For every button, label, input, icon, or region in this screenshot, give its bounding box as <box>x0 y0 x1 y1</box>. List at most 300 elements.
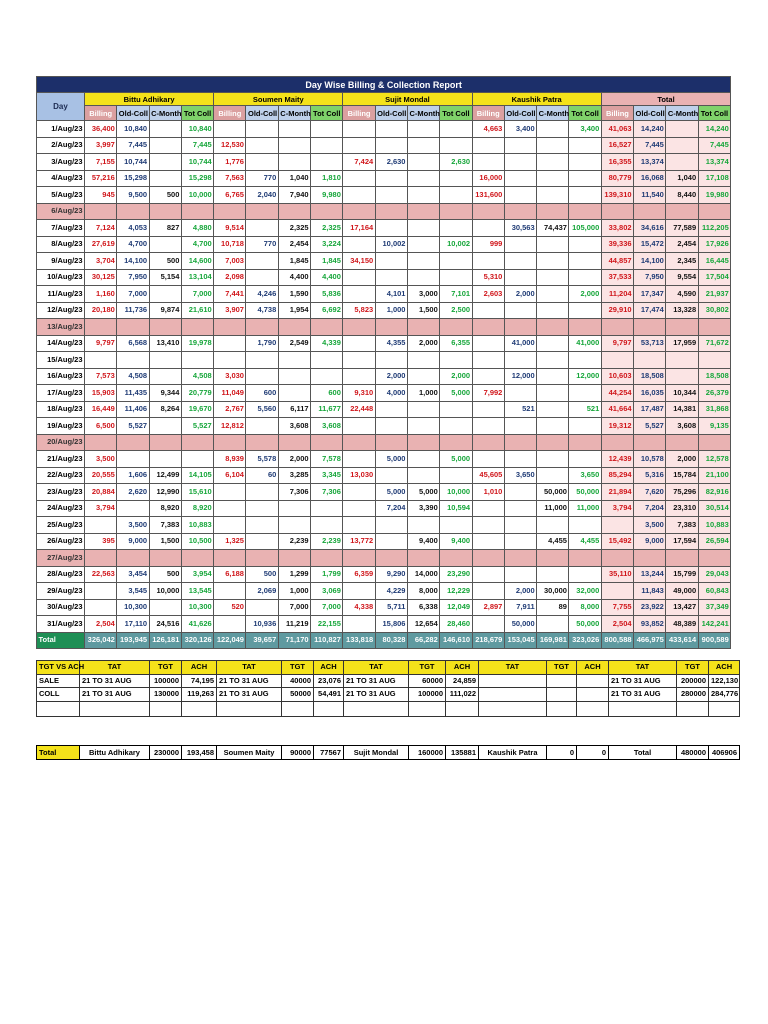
value-cell <box>214 335 246 352</box>
value-cell: 14,600 <box>181 253 213 270</box>
value-cell: 12,229 <box>440 583 472 600</box>
total-cell: 66,282 <box>407 632 439 649</box>
value-cell <box>278 368 310 385</box>
target-header-cell: TGT <box>409 661 446 675</box>
value-cell <box>149 236 181 253</box>
value-cell: 10,578 <box>634 451 666 468</box>
value-cell: 41,664 <box>601 401 633 418</box>
value-cell <box>246 599 278 616</box>
value-cell: 53,713 <box>634 335 666 352</box>
value-cell <box>601 583 633 600</box>
value-cell: 1,810 <box>311 170 343 187</box>
value-cell <box>117 352 149 369</box>
value-cell: 4,508 <box>181 368 213 385</box>
day-cell: 31/Aug/23 <box>37 616 85 633</box>
value-cell: 999 <box>472 236 504 253</box>
value-cell: 16,527 <box>601 137 633 154</box>
value-cell: 26,379 <box>698 385 731 402</box>
value-cell: 7,992 <box>472 385 504 402</box>
value-cell: 50,000 <box>569 616 601 633</box>
table-row <box>37 368 731 385</box>
target-header-cell: TAT <box>609 661 677 675</box>
value-cell: 827 <box>149 220 181 237</box>
value-cell <box>537 236 569 253</box>
value-cell: 5,527 <box>634 418 666 435</box>
column-header: C-Month <box>278 106 310 121</box>
value-cell <box>440 220 472 237</box>
target-blank-cell <box>150 701 182 716</box>
summary-total-table <box>36 745 740 760</box>
value-cell: 10,744 <box>117 154 149 171</box>
value-cell: 2,897 <box>472 599 504 616</box>
day-cell: 8/Aug/23 <box>37 236 85 253</box>
value-cell: 50,000 <box>569 484 601 501</box>
value-cell: 10,744 <box>181 154 213 171</box>
target-header-cell: TGT VS ACH <box>37 661 80 675</box>
value-cell <box>666 368 698 385</box>
value-cell: 7,950 <box>117 269 149 286</box>
value-cell: 17,926 <box>698 236 731 253</box>
value-cell: 6,338 <box>407 599 439 616</box>
value-cell <box>537 154 569 171</box>
value-cell: 9,290 <box>375 566 407 583</box>
value-cell <box>634 352 666 369</box>
value-cell: 29,910 <box>601 302 633 319</box>
value-cell <box>214 352 246 369</box>
value-cell: 77,589 <box>666 220 698 237</box>
value-cell <box>666 352 698 369</box>
total-cell: 169,981 <box>537 632 569 649</box>
value-cell: 14,240 <box>634 121 666 138</box>
value-cell: 7,424 <box>343 154 375 171</box>
value-cell <box>440 121 472 138</box>
target-cell: 21 TO 31 AUG <box>609 688 677 702</box>
total-cell: 466,975 <box>634 632 666 649</box>
value-cell: 34,150 <box>343 253 375 270</box>
value-cell: 2,630 <box>375 154 407 171</box>
target-header-cell: TAT <box>479 661 547 675</box>
value-cell <box>472 583 504 600</box>
value-cell <box>85 583 117 600</box>
value-cell: 35,110 <box>601 566 633 583</box>
value-cell: 4,101 <box>375 286 407 303</box>
value-cell <box>246 319 278 336</box>
value-cell <box>569 451 601 468</box>
value-cell: 139,310 <box>601 187 633 204</box>
value-cell <box>407 154 439 171</box>
value-cell <box>537 550 569 567</box>
value-cell: 521 <box>569 401 601 418</box>
value-cell <box>504 385 536 402</box>
summary-cell: 193,458 <box>182 746 217 760</box>
value-cell <box>601 352 633 369</box>
group-header: Sujit Mondal <box>343 93 472 106</box>
group-header: Total <box>601 93 731 106</box>
value-cell: 10,840 <box>117 121 149 138</box>
value-cell <box>117 451 149 468</box>
value-cell: 12,000 <box>569 368 601 385</box>
group-header: Soumen Maity <box>214 93 343 106</box>
value-cell: 12,812 <box>214 418 246 435</box>
value-cell: 11,000 <box>537 500 569 517</box>
value-cell: 3,907 <box>214 302 246 319</box>
value-cell: 3,069 <box>311 583 343 600</box>
value-cell <box>214 121 246 138</box>
target-cell <box>577 688 609 702</box>
table-row <box>37 121 731 138</box>
summary-cell: 135881 <box>446 746 479 760</box>
value-cell: 2,454 <box>666 236 698 253</box>
day-cell: 5/Aug/23 <box>37 187 85 204</box>
value-cell <box>311 154 343 171</box>
value-cell: 57,216 <box>85 170 117 187</box>
value-cell <box>375 550 407 567</box>
value-cell: 4,700 <box>181 236 213 253</box>
value-cell: 36,400 <box>85 121 117 138</box>
value-cell: 7,000 <box>311 599 343 616</box>
value-cell: 2,000 <box>278 451 310 468</box>
value-cell: 2,000 <box>504 583 536 600</box>
target-cell <box>479 688 547 702</box>
value-cell: 9,310 <box>343 385 375 402</box>
summary-cell: Kaushik Patra <box>479 746 547 760</box>
value-cell: 20,779 <box>181 385 213 402</box>
target-blank-cell <box>314 701 344 716</box>
target-blank-cell <box>37 701 80 716</box>
value-cell: 48,389 <box>666 616 698 633</box>
value-cell <box>149 203 181 220</box>
value-cell: 45,605 <box>472 467 504 484</box>
summary-cell: 90000 <box>282 746 314 760</box>
value-cell <box>278 517 310 534</box>
value-cell: 60 <box>246 467 278 484</box>
value-cell: 16,000 <box>472 170 504 187</box>
value-cell <box>343 352 375 369</box>
value-cell <box>504 517 536 534</box>
value-cell: 4,355 <box>375 335 407 352</box>
value-cell: 1,500 <box>149 533 181 550</box>
value-cell: 2,000 <box>375 368 407 385</box>
value-cell <box>569 187 601 204</box>
value-cell: 500 <box>149 253 181 270</box>
value-cell: 7,445 <box>634 137 666 154</box>
value-cell: 3,650 <box>504 467 536 484</box>
value-cell <box>311 434 343 451</box>
target-header-cell: ACH <box>709 661 740 675</box>
value-cell <box>537 319 569 336</box>
value-cell: 600 <box>246 385 278 402</box>
value-cell: 13,328 <box>666 302 698 319</box>
value-cell <box>634 203 666 220</box>
value-cell <box>149 599 181 616</box>
value-cell: 12,990 <box>149 484 181 501</box>
value-cell: 520 <box>214 599 246 616</box>
value-cell <box>504 319 536 336</box>
value-cell <box>537 170 569 187</box>
value-cell: 9,344 <box>149 385 181 402</box>
value-cell <box>149 137 181 154</box>
value-cell <box>504 418 536 435</box>
value-cell: 9,980 <box>311 187 343 204</box>
value-cell <box>181 550 213 567</box>
value-cell <box>407 401 439 418</box>
target-blank-cell <box>182 701 217 716</box>
value-cell: 6,188 <box>214 566 246 583</box>
value-cell <box>246 418 278 435</box>
value-cell <box>698 203 731 220</box>
value-cell <box>181 319 213 336</box>
value-cell: 1,799 <box>311 566 343 583</box>
value-cell <box>407 253 439 270</box>
value-cell <box>601 550 633 567</box>
value-cell <box>375 434 407 451</box>
total-cell: 122,049 <box>214 632 246 649</box>
target-cell: 74,195 <box>182 674 217 688</box>
value-cell: 131,600 <box>472 187 504 204</box>
summary-row <box>37 746 740 760</box>
value-cell <box>537 451 569 468</box>
value-cell: 1,000 <box>407 385 439 402</box>
value-cell <box>407 368 439 385</box>
value-cell <box>375 533 407 550</box>
value-cell: 6,117 <box>278 401 310 418</box>
target-cell: 21 TO 31 AUG <box>217 688 282 702</box>
value-cell <box>537 434 569 451</box>
table-row <box>37 335 731 352</box>
target-cell: 23,076 <box>314 674 344 688</box>
value-cell <box>343 583 375 600</box>
value-cell: 8,440 <box>666 187 698 204</box>
value-cell: 3,794 <box>85 500 117 517</box>
value-cell: 13,104 <box>181 269 213 286</box>
value-cell: 10,718 <box>214 236 246 253</box>
value-cell <box>149 154 181 171</box>
value-cell: 12,578 <box>698 451 731 468</box>
value-cell <box>85 599 117 616</box>
value-cell <box>537 616 569 633</box>
target-cell: 24,859 <box>446 674 479 688</box>
value-cell: 41,000 <box>569 335 601 352</box>
target-header-cell: TGT <box>547 661 577 675</box>
value-cell <box>601 203 633 220</box>
value-cell <box>246 500 278 517</box>
table-row <box>37 401 731 418</box>
value-cell: 17,108 <box>698 170 731 187</box>
summary-cell: 406906 <box>709 746 740 760</box>
target-cell: 40000 <box>282 674 314 688</box>
target-blank-cell <box>709 701 740 716</box>
value-cell: 5,823 <box>343 302 375 319</box>
value-cell <box>149 170 181 187</box>
value-cell: 3,454 <box>117 566 149 583</box>
total-cell: 900,589 <box>698 632 731 649</box>
value-cell <box>472 352 504 369</box>
value-cell <box>117 434 149 451</box>
value-cell <box>472 451 504 468</box>
value-cell: 3,997 <box>85 137 117 154</box>
value-cell: 11,219 <box>278 616 310 633</box>
value-cell: 1,000 <box>375 302 407 319</box>
total-cell: 80,328 <box>375 632 407 649</box>
value-cell: 30,125 <box>85 269 117 286</box>
value-cell <box>537 401 569 418</box>
table-row <box>37 418 731 435</box>
value-cell <box>666 203 698 220</box>
value-cell: 12,049 <box>440 599 472 616</box>
value-cell: 8,000 <box>569 599 601 616</box>
value-cell: 2,630 <box>440 154 472 171</box>
value-cell <box>375 401 407 418</box>
value-cell <box>214 583 246 600</box>
table-row <box>37 517 731 534</box>
value-cell: 8,920 <box>181 500 213 517</box>
value-cell: 1,040 <box>278 170 310 187</box>
value-cell: 50,000 <box>537 484 569 501</box>
total-cell: 323,026 <box>569 632 601 649</box>
target-blank-cell <box>446 701 479 716</box>
value-cell: 16,068 <box>634 170 666 187</box>
value-cell <box>375 352 407 369</box>
value-cell <box>311 517 343 534</box>
value-cell: 10,300 <box>181 599 213 616</box>
value-cell <box>311 352 343 369</box>
billing-collection-table <box>36 76 731 649</box>
value-cell: 15,298 <box>117 170 149 187</box>
target-cell: SALE <box>37 674 80 688</box>
value-cell: 13,244 <box>634 566 666 583</box>
value-cell: 3,608 <box>311 418 343 435</box>
value-cell <box>601 517 633 534</box>
value-cell: 41,000 <box>504 335 536 352</box>
value-cell <box>278 203 310 220</box>
value-cell: 17,164 <box>343 220 375 237</box>
value-cell: 7,578 <box>311 451 343 468</box>
value-cell <box>375 220 407 237</box>
value-cell <box>214 203 246 220</box>
column-header: Billing <box>472 106 504 121</box>
day-cell: 10/Aug/23 <box>37 269 85 286</box>
value-cell <box>472 500 504 517</box>
value-cell: 23,310 <box>666 500 698 517</box>
value-cell: 4,455 <box>537 533 569 550</box>
value-cell: 3,500 <box>85 451 117 468</box>
value-cell: 17,487 <box>634 401 666 418</box>
value-cell <box>246 154 278 171</box>
value-cell: 32,000 <box>569 583 601 600</box>
value-cell <box>214 434 246 451</box>
value-cell: 2,620 <box>117 484 149 501</box>
target-header-cell: TGT <box>677 661 709 675</box>
value-cell: 3,545 <box>117 583 149 600</box>
value-cell <box>472 401 504 418</box>
value-cell <box>569 269 601 286</box>
value-cell: 22,155 <box>311 616 343 633</box>
value-cell: 1,299 <box>278 566 310 583</box>
column-header: C-Month <box>537 106 569 121</box>
day-cell: 9/Aug/23 <box>37 253 85 270</box>
value-cell <box>246 137 278 154</box>
target-cell: 54,491 <box>314 688 344 702</box>
value-cell <box>343 517 375 534</box>
value-cell <box>343 170 375 187</box>
value-cell: 7,003 <box>214 253 246 270</box>
value-cell: 500 <box>246 566 278 583</box>
column-header: Billing <box>343 106 375 121</box>
value-cell: 10,603 <box>601 368 633 385</box>
value-cell <box>214 517 246 534</box>
value-cell <box>407 352 439 369</box>
value-cell <box>601 434 633 451</box>
value-cell: 3,030 <box>214 368 246 385</box>
value-cell: 10,840 <box>181 121 213 138</box>
value-cell <box>375 319 407 336</box>
value-cell: 17,474 <box>634 302 666 319</box>
day-cell: 17/Aug/23 <box>37 385 85 402</box>
value-cell: 2,603 <box>472 286 504 303</box>
summary-label: Total <box>37 746 80 760</box>
value-cell: 4,508 <box>117 368 149 385</box>
value-cell: 9,000 <box>117 533 149 550</box>
value-cell <box>504 500 536 517</box>
total-label: Total <box>37 632 85 649</box>
total-cell: 71,170 <box>278 632 310 649</box>
value-cell: 44,254 <box>601 385 633 402</box>
value-cell: 1,776 <box>214 154 246 171</box>
column-header: Tot Coll <box>181 106 213 121</box>
value-cell <box>246 203 278 220</box>
day-cell: 7/Aug/23 <box>37 220 85 237</box>
column-header: C-Month <box>149 106 181 121</box>
value-cell <box>569 170 601 187</box>
value-cell: 4,338 <box>343 599 375 616</box>
value-cell <box>504 253 536 270</box>
day-header: Day <box>37 93 85 121</box>
value-cell: 1,040 <box>666 170 698 187</box>
value-cell <box>537 368 569 385</box>
target-row <box>37 688 740 702</box>
value-cell <box>569 434 601 451</box>
value-cell <box>375 203 407 220</box>
column-header: Billing <box>601 106 633 121</box>
table-row <box>37 451 731 468</box>
column-header: Billing <box>85 106 117 121</box>
value-cell <box>343 319 375 336</box>
value-cell <box>472 154 504 171</box>
value-cell: 3,608 <box>666 418 698 435</box>
value-cell: 10,002 <box>440 236 472 253</box>
value-cell: 3,500 <box>634 517 666 534</box>
value-cell: 4,053 <box>117 220 149 237</box>
value-cell: 4,663 <box>472 121 504 138</box>
value-cell: 12,439 <box>601 451 633 468</box>
table-row <box>37 319 731 336</box>
value-cell <box>569 418 601 435</box>
title-row <box>37 77 731 93</box>
value-cell <box>407 434 439 451</box>
value-cell <box>407 203 439 220</box>
target-cell: 21 TO 31 AUG <box>80 688 150 702</box>
value-cell: 2,000 <box>504 286 536 303</box>
value-cell <box>214 500 246 517</box>
value-cell: 2,069 <box>246 583 278 600</box>
table-row <box>37 286 731 303</box>
value-cell: 17,347 <box>634 286 666 303</box>
value-cell: 20,555 <box>85 467 117 484</box>
value-cell <box>407 418 439 435</box>
value-cell: 10,594 <box>440 500 472 517</box>
day-cell: 1/Aug/23 <box>37 121 85 138</box>
value-cell <box>537 566 569 583</box>
